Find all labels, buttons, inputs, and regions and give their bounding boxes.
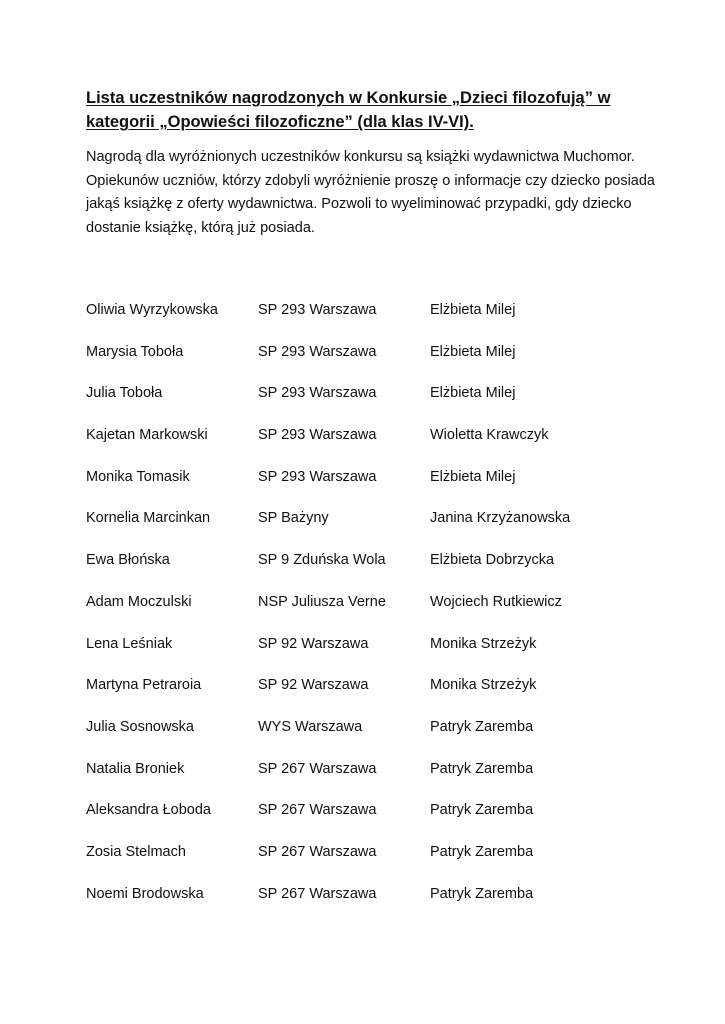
school-name: SP 293 Warszawa	[258, 468, 377, 485]
teacher-name: Monika Strzeżyk	[430, 635, 537, 652]
table-row	[86, 342, 686, 384]
table-row	[86, 759, 686, 801]
teacher-name: Patryk Zaremba	[430, 885, 534, 902]
teacher-name: Patryk Zaremba	[430, 843, 534, 860]
document-title: Lista uczestników nagrodzonych w Konkursie „Dzieci filozofują” w kategorii „Opowieści filozoficzne” (dla klas IV-VI).	[86, 89, 611, 131]
teacher-name: Elżbieta Milej	[430, 385, 516, 402]
teacher-name: Wojciech Rutkiewicz	[430, 593, 562, 610]
participant-name: Adam Moczulski	[86, 593, 192, 610]
school-name: SP 267 Warszawa	[258, 802, 377, 819]
participant-name: Monika Tomasik	[86, 468, 190, 485]
school-name: SP 267 Warszawa	[258, 885, 377, 902]
table-row	[86, 508, 686, 550]
table-row	[86, 383, 686, 425]
participant-name: Zosia Stelmach	[86, 843, 186, 860]
participant-name: Lena Leśniak	[86, 635, 173, 652]
table-row	[86, 842, 686, 884]
table-row	[86, 800, 686, 842]
table-row	[86, 884, 686, 926]
participant-name: Aleksandra Łoboda	[86, 802, 211, 819]
school-name: SP 293 Warszawa	[258, 385, 377, 402]
teacher-name: Patryk Zaremba	[430, 802, 534, 819]
school-name: SP Bażyny	[258, 510, 329, 527]
table-row	[86, 717, 686, 759]
participant-name: Kajetan Markowski	[86, 427, 208, 444]
table-row	[86, 550, 686, 592]
table-row	[86, 592, 686, 634]
table-row	[86, 634, 686, 676]
school-name: SP 293 Warszawa	[258, 343, 377, 360]
school-name: NSP Juliusza Verne	[258, 593, 386, 610]
teacher-name: Wioletta Krawczyk	[430, 427, 549, 444]
teacher-name: Monika Strzeżyk	[430, 677, 537, 694]
school-name: SP 92 Warszawa	[258, 635, 369, 652]
school-name: SP 293 Warszawa	[258, 302, 377, 318]
winners-table	[86, 300, 686, 925]
teacher-name: Patryk Zaremba	[430, 718, 534, 735]
school-name: SP 92 Warszawa	[258, 677, 369, 694]
table-row	[86, 425, 686, 467]
table-row	[86, 675, 686, 717]
participant-name: Marysia Toboła	[86, 343, 184, 360]
participant-name: Noemi Brodowska	[86, 885, 204, 902]
table-row	[86, 300, 686, 342]
teacher-name: Elżbieta Milej	[430, 343, 516, 360]
school-name: SP 267 Warszawa	[258, 843, 377, 860]
teacher-name: Elżbieta Milej	[430, 302, 516, 318]
school-name: WYS Warszawa	[258, 718, 363, 735]
participant-name: Kornelia Marcinkan	[86, 510, 211, 527]
school-name: SP 267 Warszawa	[258, 760, 377, 777]
participant-name: Natalia Broniek	[86, 760, 185, 777]
participant-name: Ewa Błońska	[86, 552, 170, 569]
table-row	[86, 467, 686, 509]
teacher-name: Janina Krzyżanowska	[430, 510, 571, 527]
teacher-name: Elżbieta Milej	[430, 468, 516, 485]
participant-name: Oliwia Wyrzykowska	[86, 302, 218, 318]
teacher-name: Elżbieta Dobrzycka	[430, 552, 555, 569]
school-name: SP 9 Zduńska Wola	[258, 552, 386, 569]
participant-name: Julia Toboła	[86, 385, 163, 402]
participant-name: Martyna Petraroia	[86, 677, 202, 694]
participant-name: Julia Sosnowska	[86, 718, 194, 735]
intro-paragraph: Nagrodą dla wyróżnionych uczestników konkursu są książki wydawnictwa Muchomor. Opiekunów uczniów, którzy zdobyli wyróżnienie proszę o informacje czy dziecko posiada jakąś książkę z oferty wydawnictwa. Pozwoli to wyeliminować przypadki, gdy dziecko dostanie książkę, którą już posiada.	[86, 149, 655, 236]
teacher-name: Patryk Zaremba	[430, 760, 534, 777]
school-name: SP 293 Warszawa	[258, 427, 377, 444]
